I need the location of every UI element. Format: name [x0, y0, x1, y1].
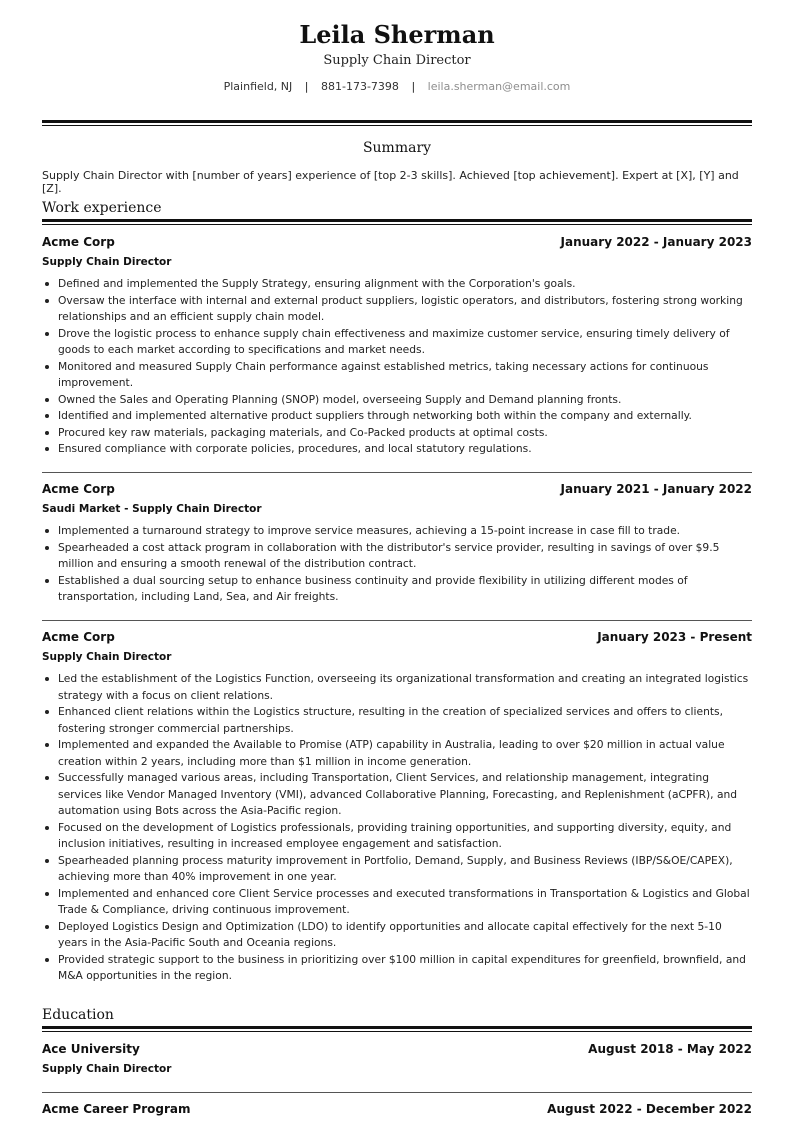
bullet-item: Implemented and expanded the Available to Promise (ATP) capability in Australia, leading to over $20 million in actual value creation within 2 years, including more than $1 million in income generation.: [58, 737, 752, 770]
bullet-list: [42, 523, 752, 606]
job-title: Saudi Market - Supply Chain Director: [42, 503, 262, 515]
bullet-item: Deployed Logistics Design and Optimization (LDO) to identify opportunities and allocate capital effectively for the next 5-10 years in the Asia-Pacific South and Oceania regions.: [58, 919, 752, 952]
separator: |: [304, 80, 309, 93]
entry-divider: [42, 1092, 752, 1093]
education-heading: Education: [42, 1007, 114, 1023]
bullet-item: Focused on the development of Logistics professionals, providing training opportunities, and supporting diversity, equity, and inclusion initiatives, resulting in increased employee engagement and satisfaction.: [58, 820, 752, 853]
bullet-item: Provided strategic support to the business in prioritizing over $100 million in capital expenditures for greenfield, brownfield, and M&A opportunities in the region.: [58, 952, 752, 985]
bullet-item: Spearheaded a cost attack program in collaboration with the distributor's service provider, resulting in savings of over $9.5 million and ensuring a smooth renewal of the distribution contract.: [58, 540, 752, 573]
education-entry: [42, 1042, 752, 1081]
bullet-item: Implemented and enhanced core Client Service processes and executed transformations in Transportation & Logistics and Global Trade & Compliance, driving continuous improvement.: [58, 886, 752, 919]
summary-text: Supply Chain Director with [number of years] experience of [top 2-3 skills]. Achieved [top achievement]. Expert at [X], [Y] and [Z].: [42, 169, 739, 195]
email-link[interactable]: leila.sherman@email.com: [427, 80, 571, 93]
work-entry: [42, 630, 752, 985]
date-range: January 2022 - January 2023: [560, 235, 752, 249]
bullet-list: [42, 276, 752, 458]
bullet-item: Monitored and measured Supply Chain performance against established metrics, taking necessary actions for continuous improvement.: [58, 359, 752, 392]
contact-line: [42, 80, 752, 93]
bullet-item: Implemented a turnaround strategy to improve service measures, achieving a 15-point increase in case fill to trade.: [58, 523, 752, 540]
work-heading: Work experience: [42, 200, 162, 216]
date-range: January 2021 - January 2022: [560, 482, 752, 496]
candidate-name: Leila Sherman: [299, 20, 495, 49]
education-divider: [42, 1026, 752, 1032]
job-title: Supply Chain Director: [42, 256, 172, 268]
date-range: August 2022 - December 2022: [547, 1102, 752, 1116]
bullet-item: Defined and implemented the Supply Strategy, ensuring alignment with the Corporation's goals.: [58, 276, 752, 293]
entry-divider: [42, 620, 752, 621]
company-name: Acme Corp: [42, 630, 115, 644]
work-entry: [42, 482, 752, 606]
job-title: Supply Chain Director: [42, 651, 172, 663]
work-entry: [42, 235, 752, 458]
header-divider: [42, 120, 752, 126]
bullet-item: Ensured compliance with corporate policies, procedures, and local statutory regulations.: [58, 441, 752, 458]
date-range: August 2018 - May 2022: [588, 1042, 752, 1056]
education-entry: [42, 1102, 752, 1120]
company-name: Acme Corp: [42, 235, 115, 249]
bullet-item: Oversaw the interface with internal and external product suppliers, logistic operators, and distributors, fostering strong working relationships and an efficient supply chain model.: [58, 293, 752, 326]
company-name: Acme Corp: [42, 482, 115, 496]
work-divider: [42, 219, 752, 225]
school-name: Ace University: [42, 1042, 140, 1056]
entry-divider: [42, 472, 752, 473]
bullet-item: Led the establishment of the Logistics Function, overseeing its organizational transformation and creating an integrated logistics strategy with a focus on client relations.: [58, 671, 752, 704]
school-name: Acme Career Program: [42, 1102, 191, 1116]
degree-title: Supply Chain Director: [42, 1063, 172, 1075]
summary-heading: Summary: [362, 140, 432, 156]
bullet-item: Enhanced client relations within the Logistics structure, resulting in the creation of specialized services and offers to clients, fostering stronger commercial partnerships.: [58, 704, 752, 737]
candidate-title: Supply Chain Director: [323, 53, 471, 68]
bullet-item: Established a dual sourcing setup to enhance business continuity and provide flexibility in utilizing different modes of transportation, including Land, Sea, and Air freights.: [58, 573, 752, 606]
bullet-item: Owned the Sales and Operating Planning (SNOP) model, overseeing Supply and Demand planning fronts.: [58, 392, 752, 409]
location-text: Plainfield, NJ: [223, 80, 293, 93]
bullet-item: Procured key raw materials, packaging materials, and Co-Packed products at optimal costs.: [58, 425, 752, 442]
date-range: January 2023 - Present: [597, 630, 752, 644]
bullet-item: Identified and implemented alternative product suppliers through networking both within the company and externally.: [58, 408, 752, 425]
separator: |: [411, 80, 416, 93]
phone-text: 881-173-7398: [321, 80, 399, 93]
bullet-item: Successfully managed various areas, including Transportation, Client Services, and relationship management, integrating services like Vendor Managed Inventory (VMI), advanced Collaborative Planning, Forecasting, and Replenishment (aCPFR), and automation using Bots across the Asia-Pacific region.: [58, 770, 752, 820]
bullet-item: Spearheaded planning process maturity improvement in Portfolio, Demand, Supply, and Business Reviews (IBP/S&OE/CAPEX), achieving more than 40% improvement in one year.: [58, 853, 752, 886]
bullet-item: Drove the logistic process to enhance supply chain effectiveness and maximize customer service, ensuring timely delivery of goods to each market according to specifications and market needs.: [58, 326, 752, 359]
bullet-list: [42, 671, 752, 985]
